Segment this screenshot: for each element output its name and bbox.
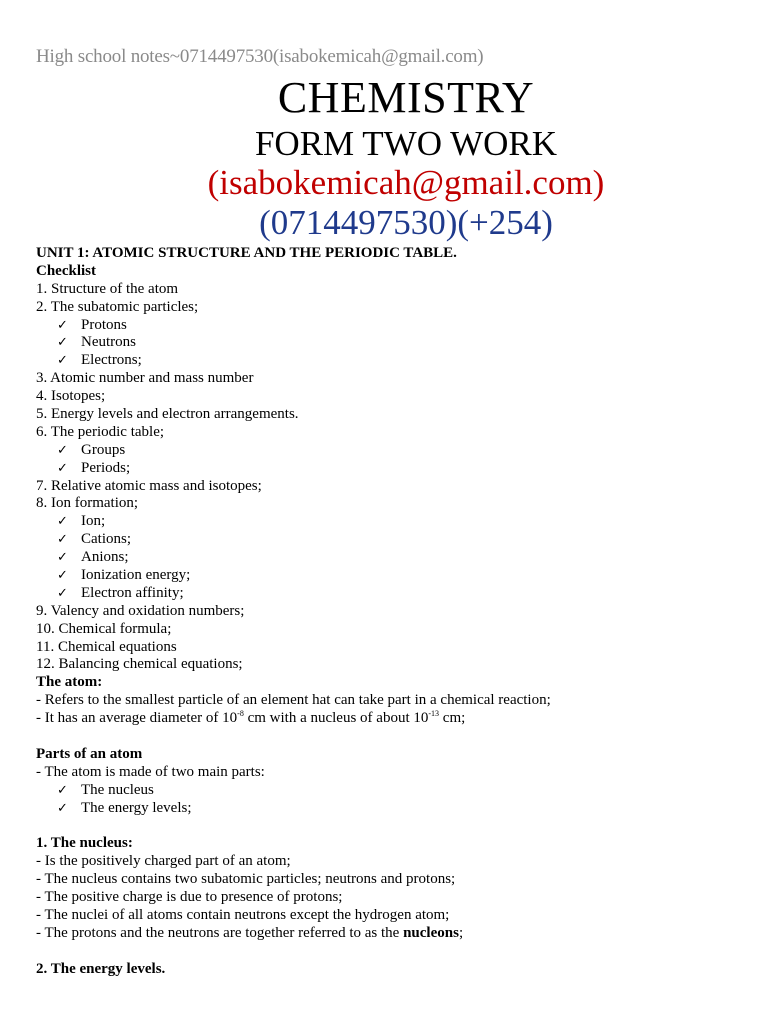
checklist-item: 4. Isotopes; (36, 388, 106, 405)
atom-line: - Refers to the smallest particle of an element hat can take part in a chemical reaction; (36, 692, 551, 709)
check-item: ✓ Groups (57, 441, 126, 458)
checklist-item: 6. The periodic table; (36, 423, 165, 440)
check-item: ✓ Protons (57, 316, 127, 333)
check-item: ✓ The energy levels; (57, 799, 192, 816)
spacer (36, 943, 748, 961)
checklist-heading: Checklist (36, 262, 96, 279)
nucleus-heading: 1. The nucleus: (36, 835, 133, 852)
check-icon: ✓ (57, 585, 68, 601)
header-note: High school notes~0714497530(isabokemicah@gmail.com) (36, 46, 484, 67)
exponent: -8 (237, 709, 244, 719)
check-icon: ✓ (57, 550, 68, 566)
check-item: ✓ Cations; (57, 531, 132, 548)
spacer (36, 818, 748, 836)
check-icon: ✓ (57, 442, 68, 458)
title-form: FORM TWO WORK (254, 124, 558, 163)
nucleus-line: - The protons and the neutrons are together referred to as the nucleons; (36, 924, 464, 941)
checklist-item: 10. Chemical formula; (36, 620, 172, 637)
check-icon: ✓ (57, 317, 68, 333)
unit-heading: UNIT 1: ATOMIC STRUCTURE AND THE PERIODIC TABLE. (36, 245, 457, 261)
check-item: ✓ Electron affinity; (57, 584, 184, 601)
checklist-item: 7. Relative atomic mass and isotopes; (36, 477, 262, 494)
checklist-item: 2. The subatomic particles; (36, 298, 199, 315)
check-icon: ✓ (57, 568, 68, 584)
spacer (36, 728, 748, 746)
exponent: -13 (428, 709, 440, 719)
parts-line: - The atom is made of two main parts: (36, 763, 265, 780)
parts-heading: Parts of an atom (36, 745, 143, 762)
checklist-item: 1. Structure of the atom (36, 280, 179, 297)
check-item: ✓ Neutrons (57, 334, 136, 351)
check-icon: ✓ (57, 353, 68, 369)
check-item: ✓ The nucleus (57, 781, 154, 798)
nucleus-line: - The nucleus contains two subatomic particles; neutrons and protons; (36, 871, 456, 888)
checklist-item: 9. Valency and oxidation numbers; (36, 602, 245, 619)
nucleons-term: nucleons (403, 924, 459, 941)
check-item: ✓ Ionization energy; (57, 567, 191, 584)
checklist-item: 8. Ion formation; (36, 495, 139, 512)
atom-heading: The atom: (36, 674, 103, 691)
energy-heading: 2. The energy levels. (36, 960, 166, 977)
title-phone: (0714497530)(+254) (259, 203, 553, 242)
check-icon: ✓ (57, 532, 68, 548)
checklist-item: 5. Energy levels and electron arrangements. (36, 406, 299, 423)
nucleus-line: - The nuclei of all atoms contain neutrons except the hydrogen atom; (36, 906, 450, 923)
nucleus-line: - Is the positively charged part of an atom; (36, 853, 291, 870)
check-item: ✓ Anions; (57, 549, 129, 566)
check-item: ✓ Ion; (57, 513, 106, 530)
title-subject: CHEMISTRY (277, 73, 535, 122)
check-icon: ✓ (57, 800, 68, 816)
check-icon: ✓ (57, 782, 68, 798)
check-icon: ✓ (57, 514, 68, 530)
checklist-item: 3. Atomic number and mass number (36, 370, 254, 387)
atom-line: - It has an average diameter of $10^{-8}$ cm with a nucleus of about $10^{-13}$ cm; (36, 709, 466, 727)
check-item: ✓ Periods; (57, 459, 131, 476)
checklist-item: 12. Balancing chemical equations; (36, 656, 243, 673)
title-email: (isabokemicah@gmail.com) (207, 163, 605, 202)
nucleus-line: - The positive charge is due to presence of protons; (36, 889, 343, 906)
checklist-item: 11. Chemical equations (36, 638, 177, 655)
check-icon: ✓ (57, 335, 68, 351)
check-item: ✓ Electrons; (57, 352, 142, 369)
check-icon: ✓ (57, 460, 68, 476)
notes-body (36, 245, 748, 979)
